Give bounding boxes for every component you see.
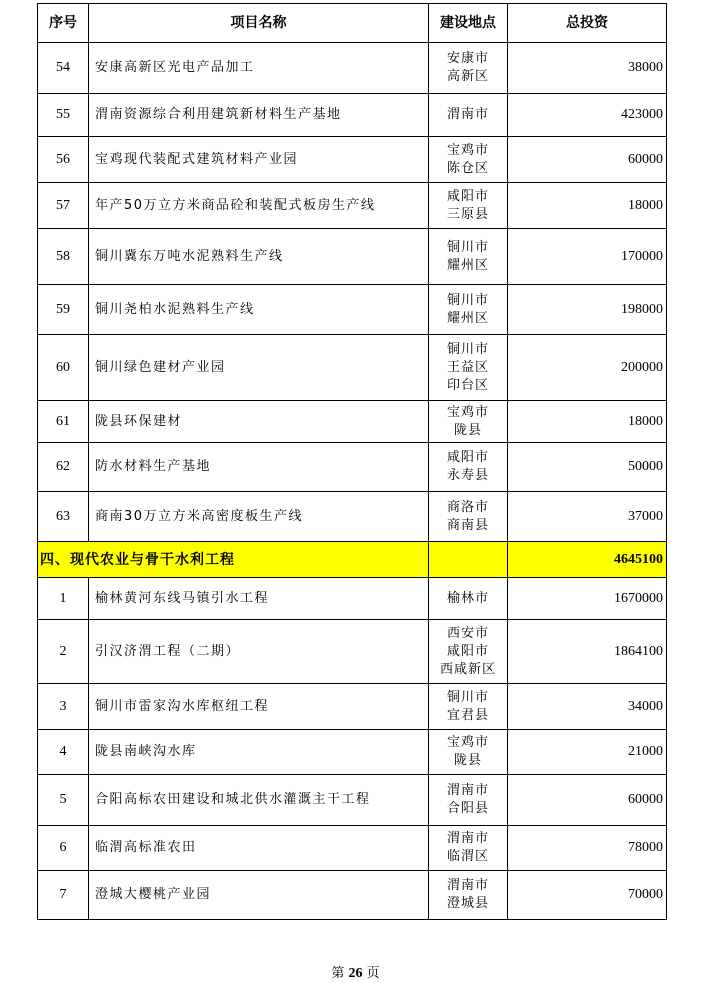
- table-row: [38, 775, 667, 826]
- row-project-name: 铜川尧柏水泥熟料生产线: [89, 285, 429, 335]
- row-seq: 54: [38, 43, 89, 94]
- row-location: [429, 183, 508, 229]
- row-project-name: 临渭高标准农田: [89, 826, 429, 871]
- row-seq: 1: [38, 578, 89, 620]
- location-line: 铜川市: [446, 689, 489, 705]
- table-row: [38, 94, 667, 137]
- location-line: 宝鸡市: [446, 142, 489, 158]
- location-line: 渭南市: [446, 107, 489, 122]
- section-row: [38, 542, 667, 578]
- location-line: 高新区: [446, 69, 489, 84]
- row-project-name: 榆林黄河东线马镇引水工程: [89, 578, 429, 620]
- row-seq: 2: [38, 620, 89, 684]
- section-location-blank: [429, 542, 508, 578]
- location-line: 渭南市: [446, 831, 489, 846]
- table-row: [38, 43, 667, 94]
- location-line: 耀州区: [446, 310, 489, 326]
- row-location: [429, 94, 508, 137]
- row-project-name: 年产50万立方米商品砼和装配式板房生产线: [89, 183, 429, 229]
- footer-suffix: 页: [366, 966, 380, 981]
- header-investment: 总投资: [508, 4, 667, 43]
- row-seq: 4: [38, 730, 89, 775]
- row-project-name: 铜川绿色建材产业园: [89, 335, 429, 401]
- row-seq: 6: [38, 826, 89, 871]
- row-project-name: 陇县环保建材: [89, 401, 429, 443]
- location-line: 铜川市: [446, 292, 489, 308]
- row-project-name: 安康高新区光电产品加工: [89, 43, 429, 94]
- row-seq: 3: [38, 684, 89, 730]
- location-line: 渭南市: [446, 783, 489, 798]
- location-line: 宝鸡市: [446, 735, 489, 750]
- row-seq: 56: [38, 137, 89, 183]
- table-body-industry: [38, 43, 667, 542]
- row-project-name: 渭南资源综合利用建筑新材料生产基地: [89, 94, 429, 137]
- table-row: [38, 401, 667, 443]
- location-line: 西安市: [446, 625, 489, 641]
- row-location: [429, 492, 508, 542]
- row-location: [429, 137, 508, 183]
- row-project-name: 合阳高标农田建设和城北供水灌溉主干工程: [89, 775, 429, 826]
- row-investment: 1864100: [508, 620, 667, 684]
- location-line: 永寿县: [446, 468, 489, 483]
- location-line: 王益区: [446, 359, 489, 375]
- row-project-name: 引汉济渭工程（二期）: [89, 620, 429, 684]
- row-investment: 198000: [508, 285, 667, 335]
- table-row: [38, 620, 667, 684]
- location-line: 西咸新区: [439, 661, 496, 677]
- row-investment: 18000: [508, 183, 667, 229]
- table-row: [38, 285, 667, 335]
- location-line: 耀州区: [446, 257, 489, 273]
- header-location: 建设地点: [429, 4, 508, 43]
- row-seq: 62: [38, 443, 89, 492]
- location-line: 商洛市: [446, 499, 489, 515]
- row-location: [429, 285, 508, 335]
- row-investment: 38000: [508, 43, 667, 94]
- location-line: 三原县: [446, 206, 489, 222]
- location-line: 安康市: [446, 51, 489, 66]
- project-table: [37, 3, 667, 920]
- row-seq: 60: [38, 335, 89, 401]
- location-line: 榆林市: [446, 590, 489, 606]
- table-body-agriculture: [38, 578, 667, 920]
- row-seq: 61: [38, 401, 89, 443]
- row-location: [429, 684, 508, 730]
- row-investment: 1670000: [508, 578, 667, 620]
- footer-prefix: 第: [331, 966, 345, 981]
- table-header-row: [38, 4, 667, 43]
- row-seq: 59: [38, 285, 89, 335]
- location-line: 陇县: [453, 422, 482, 438]
- header-seq: 序号: [38, 4, 89, 43]
- location-line: 宜君县: [446, 707, 489, 723]
- location-line: 陈仓区: [446, 160, 489, 176]
- row-location: [429, 443, 508, 492]
- table-row: [38, 730, 667, 775]
- header-name: 项目名称: [89, 4, 429, 43]
- row-investment: 37000: [508, 492, 667, 542]
- row-project-name: 防水材料生产基地: [89, 443, 429, 492]
- location-line: 印台区: [446, 377, 489, 393]
- table-row: [38, 443, 667, 492]
- table-row: [38, 826, 667, 871]
- table-row: [38, 684, 667, 730]
- table-row: [38, 492, 667, 542]
- location-line: 铜川市: [446, 239, 489, 255]
- row-project-name: 陇县南峡沟水库: [89, 730, 429, 775]
- row-investment: 34000: [508, 684, 667, 730]
- row-investment: 60000: [508, 137, 667, 183]
- row-investment: 170000: [508, 229, 667, 285]
- row-project-name: 商南30万立方米高密度板生产线: [89, 492, 429, 542]
- row-project-name: 铜川市雷家沟水库枢纽工程: [89, 684, 429, 730]
- location-line: 铜川市: [446, 341, 489, 357]
- location-line: 咸阳市: [446, 643, 489, 659]
- location-line: 合阳县: [446, 801, 489, 816]
- row-project-name: 澄城大樱桃产业园: [89, 871, 429, 920]
- row-investment: 78000: [508, 826, 667, 871]
- row-location: [429, 578, 508, 620]
- row-location: [429, 826, 508, 871]
- table-row: [38, 137, 667, 183]
- page-number: 26: [348, 966, 363, 981]
- row-seq: 7: [38, 871, 89, 920]
- row-investment: 70000: [508, 871, 667, 920]
- row-location: [429, 871, 508, 920]
- row-location: [429, 730, 508, 775]
- row-seq: 57: [38, 183, 89, 229]
- row-investment: 50000: [508, 443, 667, 492]
- page-footer: [0, 962, 711, 982]
- row-location: [429, 775, 508, 826]
- row-seq: 55: [38, 94, 89, 137]
- location-line: 临渭区: [446, 849, 489, 864]
- row-investment: 21000: [508, 730, 667, 775]
- row-location: [429, 620, 508, 684]
- table-row: [38, 578, 667, 620]
- location-line: 咸阳市: [446, 188, 489, 204]
- location-line: 陇县: [453, 753, 482, 768]
- table-row: [38, 229, 667, 285]
- row-seq: 5: [38, 775, 89, 826]
- location-line: 渭南市: [446, 878, 489, 893]
- row-location: [429, 43, 508, 94]
- table-row: [38, 183, 667, 229]
- location-line: 宝鸡市: [446, 404, 489, 420]
- location-line: 咸阳市: [446, 450, 489, 465]
- row-location: [429, 335, 508, 401]
- section-total: 4645100: [508, 542, 667, 578]
- row-seq: 63: [38, 492, 89, 542]
- location-line: 澄城县: [446, 896, 489, 911]
- row-investment: 18000: [508, 401, 667, 443]
- row-location: [429, 401, 508, 443]
- row-project-name: 铜川冀东万吨水泥熟料生产线: [89, 229, 429, 285]
- table-body-section: [38, 542, 667, 578]
- row-investment: 200000: [508, 335, 667, 401]
- location-line: 商南县: [446, 517, 489, 533]
- row-investment: 60000: [508, 775, 667, 826]
- table-row: [38, 871, 667, 920]
- row-seq: 58: [38, 229, 89, 285]
- section-title: 四、现代农业与骨干水利工程: [38, 542, 429, 578]
- row-project-name: 宝鸡现代装配式建筑材料产业园: [89, 137, 429, 183]
- row-investment: 423000: [508, 94, 667, 137]
- row-location: [429, 229, 508, 285]
- table-row: [38, 335, 667, 401]
